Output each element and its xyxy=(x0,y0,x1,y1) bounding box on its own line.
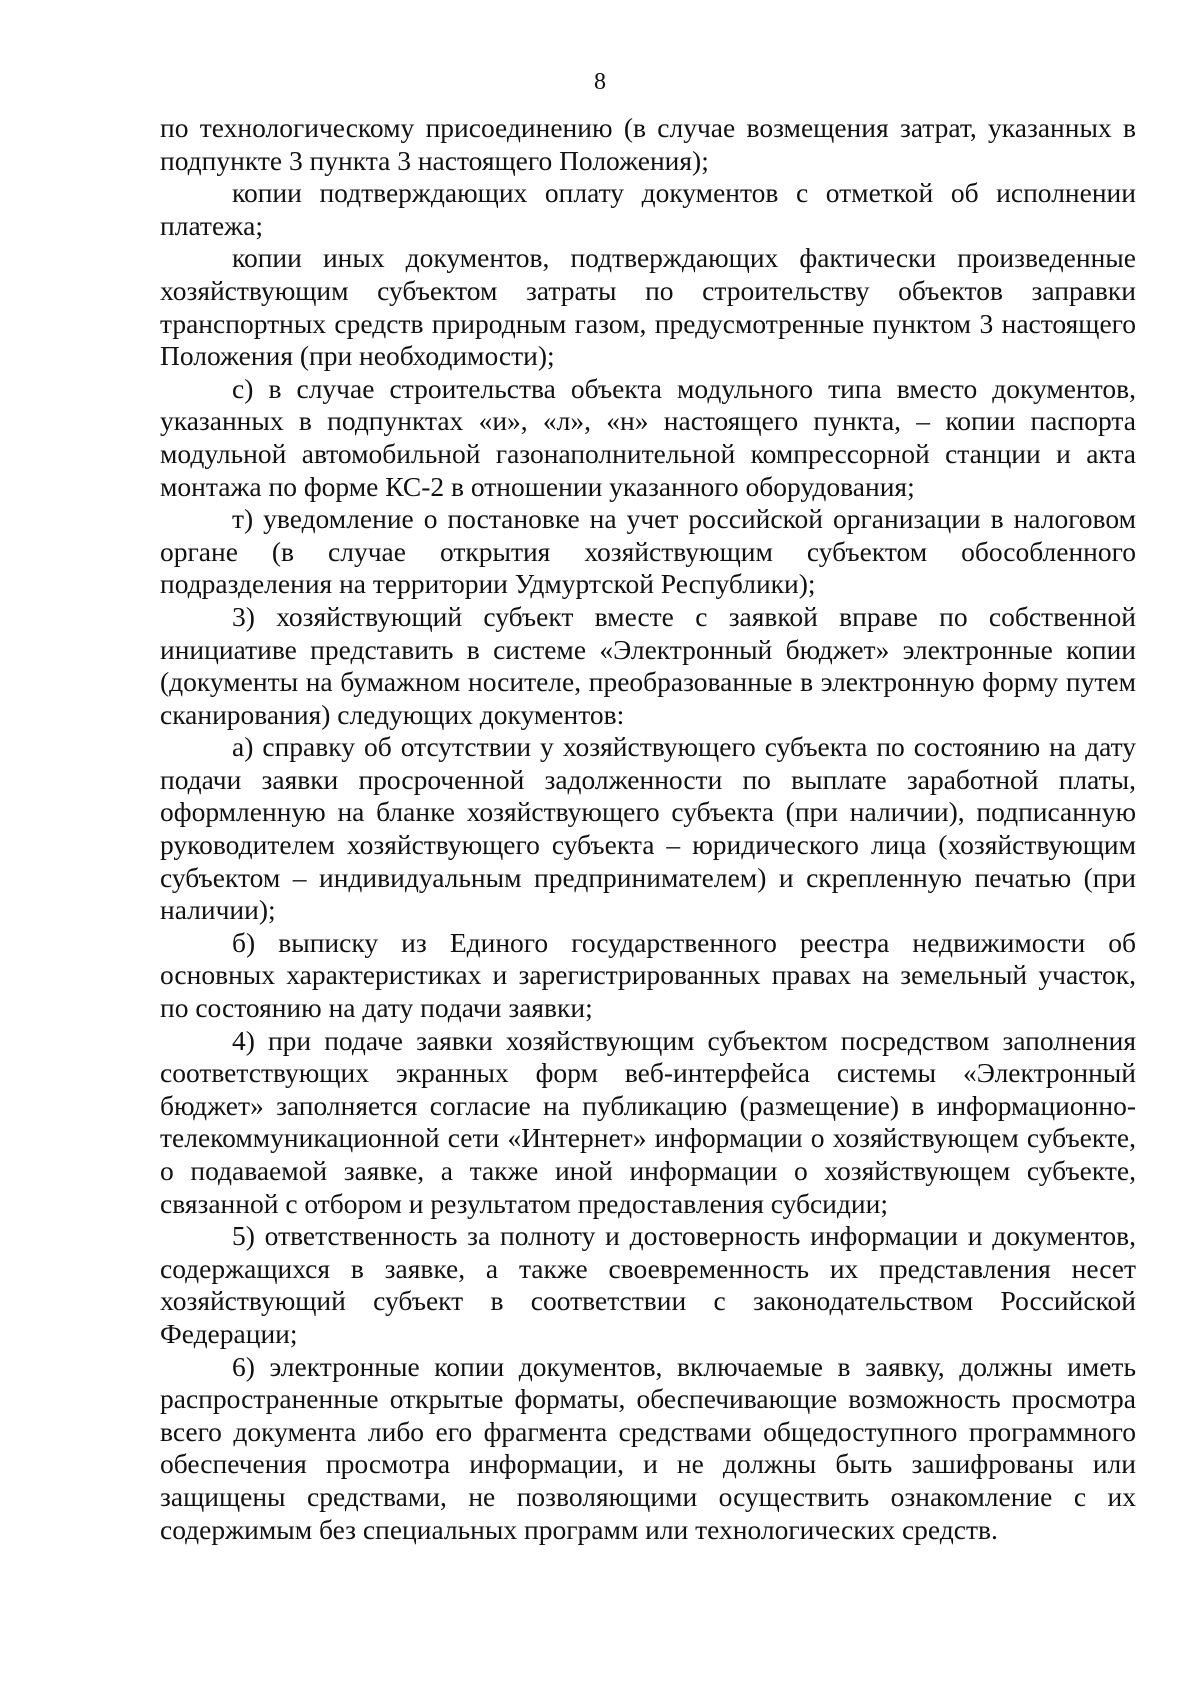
paragraph: по технологическому присоединению (в случае возмещения затрат, указанных в подпункте 3 пункта 3 настоящего Положения); xyxy=(160,112,1136,176)
paragraph: а) справку об отсутствии у хозяйствующего субъекта по состоянию на дату подачи заявки просроченной задолженности по выплате заработной платы, оформленную на бланке хозяйствующего субъекта (при наличии), подписанную руководителем хозяйствующего субъекта – юридического лица (хозяйствующим субъектом – индивидуальным предпринимателем) и скрепленную печатью (при наличии); xyxy=(160,731,1136,926)
paragraph: с) в случае строительства объекта модульного типа вместо документов, указанных в подпунктах «и», «л», «н» настоящего пункта, – копии паспорта модульной автомобильной газонаполнительной компрессорной станции и акта монтажа по форме КС-2 в отношении указанного оборудования; xyxy=(160,372,1136,502)
page-number: 8 xyxy=(594,69,606,95)
paragraph: копии подтверждающих оплату документов с отметкой об исполнении платежа; xyxy=(160,177,1136,241)
paragraph: т) уведомление о постановке на учет российской организации в налоговом органе (в случае открытия хозяйствующим субъектом обособленного подразделения на территории Удмуртской Республики); xyxy=(160,503,1136,600)
document-body xyxy=(160,112,1136,1546)
paragraph: 3) хозяйствующий субъект вместе с заявкой вправе по собственной инициативе представить в системе «Электронный бюджет» электронные копии (документы на бумажном носителе, преобразованные в электронную форму путем сканирования) следующих документов: xyxy=(160,600,1136,730)
paragraph: б) выписку из Единого государственного реестра недвижимости об основных характеристиках и зарегистрированных правах на земельный участок, по состоянию на дату подачи заявки; xyxy=(160,926,1136,1024)
paragraph: 6) электронные копии документов, включаемые в заявку, должны иметь распространенные открытые форматы, обеспечивающие возможность просмотра всего документа либо его фрагмента средствами общедоступного программного обеспечения просмотра информации, и не должны быть зашифрованы или защищены средствами, не позволяющими осуществить ознакомление с их содержимым без специальных программ или технологических средств. xyxy=(160,1350,1136,1545)
paragraph: 4) при подаче заявки хозяйствующим субъектом посредством заполнения соответствующих экранных форм веб-интерфейса системы «Электронный бюджет» заполняется согласие на публикацию (размещение) в информационно-телекоммуникационной сети «Интернет» информации о хозяйствующем субъекте, о подаваемой заявке, а также иной информации о хозяйствующем субъекте, связанной с отбором и результатом предоставления субсидии; xyxy=(160,1024,1136,1219)
paragraph: копии иных документов, подтверждающих фактически произведенные хозяйствующим субъектом затраты по строительству объектов заправки транспортных средств природным газом, предусмотренные пунктом 3 настоящего Положения (при необходимости); xyxy=(160,242,1136,372)
paragraph: 5) ответственность за полноту и достоверность информации и документов, содержащихся в заявке, а также своевременность их представления несет хозяйствующий субъект в соответствии с законодательством Российской Федерации; xyxy=(160,1220,1136,1349)
